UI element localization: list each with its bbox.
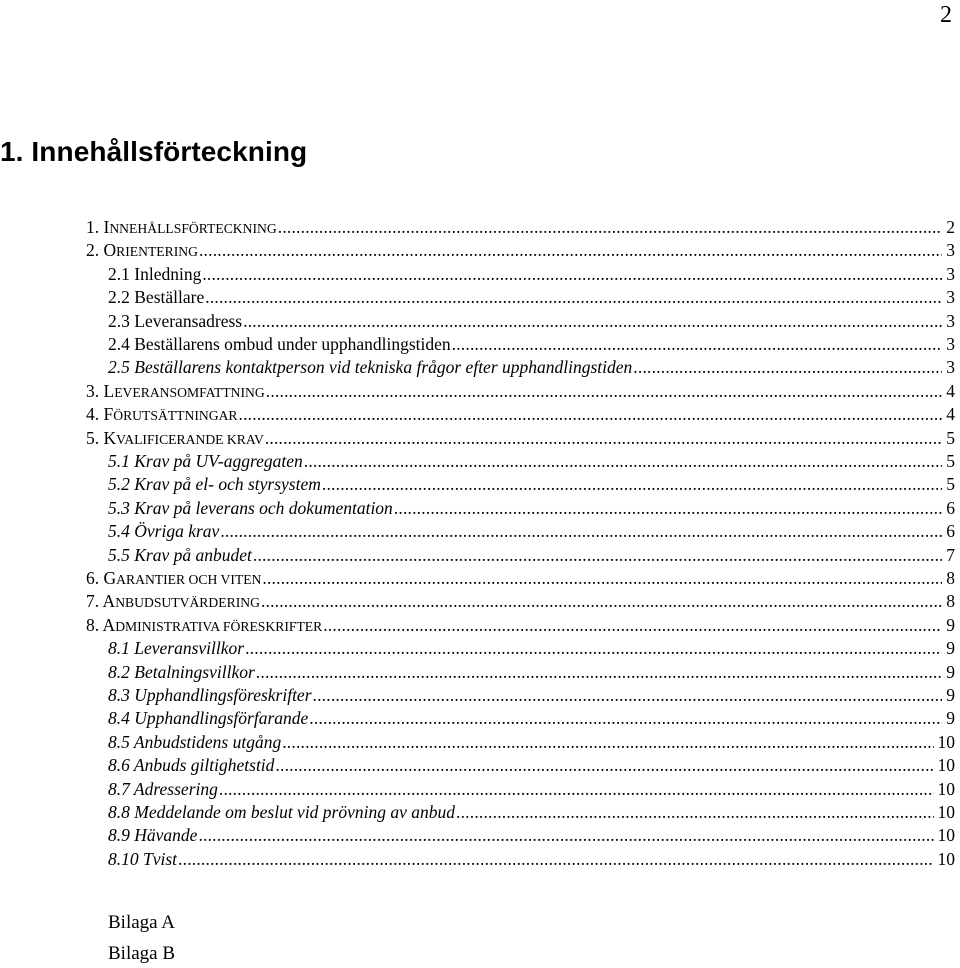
toc-entry-page: 4: [946, 380, 955, 401]
toc-entry-label: 2.1 Inledning: [108, 263, 202, 284]
toc-entry-page: 10: [937, 825, 955, 846]
toc-entry[interactable]: [108, 474, 955, 498]
toc-entry-label: [86, 591, 260, 612]
toc-entry-number: 1.: [86, 217, 100, 237]
toc-entry[interactable]: [86, 240, 955, 264]
toc-entry-page: 10: [937, 802, 955, 822]
toc-entry-page: 9: [946, 614, 955, 635]
toc-entry-label: 2.5 Beställarens kontaktperson vid tekniska frågor efter upphandlingstiden: [108, 357, 633, 378]
toc-entry-initial: L: [103, 380, 115, 401]
toc-entry-page: 3: [946, 240, 955, 261]
dot-leader: [265, 428, 942, 449]
dot-leader: [266, 381, 942, 402]
toc-entry-label: 8.2 Betalningsvillkor: [108, 661, 255, 682]
toc-entry-label: [86, 240, 198, 261]
toc-entry[interactable]: [108, 825, 955, 849]
dot-leader: [282, 732, 933, 753]
toc-entry-label: [86, 217, 277, 238]
dot-leader: [633, 357, 942, 378]
toc-entry-number: 6.: [86, 568, 100, 588]
toc-entry[interactable]: [108, 498, 955, 522]
toc-entry-page: 3: [946, 310, 955, 331]
dot-leader: [199, 240, 942, 261]
dot-leader: [256, 662, 942, 683]
toc-entry-label: 5.1 Krav på UV-aggregaten: [108, 451, 303, 471]
toc-entry-page: 9: [946, 685, 955, 705]
toc-entry-label: 8.3 Upphandlingsföreskrifter: [108, 685, 312, 705]
toc-entry[interactable]: [108, 521, 955, 545]
dot-leader: [219, 779, 934, 800]
toc-entry-label: 5.2 Krav på el- och styrsystem: [108, 474, 321, 495]
toc-entry[interactable]: [108, 755, 955, 779]
toc-entry-page: 8: [946, 568, 955, 588]
toc-entry[interactable]: [108, 662, 955, 686]
toc-entry-title: NNEHÅLLSFÖRTECKNING: [109, 221, 277, 236]
toc-entry-title: EVERANSOMFATTNING: [114, 384, 265, 400]
toc-entry-title: DMINISTRATIVA FÖRESKRIFTER: [115, 618, 323, 634]
toc-entry-page: 6: [946, 521, 955, 542]
toc-entry-label: [86, 428, 264, 449]
toc-entry-page: 3: [946, 334, 955, 354]
toc-entry[interactable]: [108, 685, 955, 709]
dot-leader: [245, 638, 942, 659]
toc-entry-label: 5.3 Krav på leverans och dokumentation: [108, 497, 393, 518]
toc-entry-page: 10: [937, 731, 955, 752]
toc-entry-initial: O: [103, 240, 117, 261]
toc-entry-title: ARANTIER OCH VITEN: [116, 572, 262, 587]
page-number: 2: [940, 2, 952, 28]
toc-entry-initial: I: [103, 217, 110, 237]
appendix-b-label: Bilaga B: [108, 943, 176, 964]
dot-leader: [253, 545, 942, 566]
toc-entry[interactable]: [108, 638, 955, 662]
toc-entry-number: 3.: [86, 380, 100, 401]
toc-entry-label: 2.2 Beställare: [108, 287, 205, 308]
toc-entry-number: 5.: [86, 427, 100, 448]
toc-entry-title: ÖRUTSÄTTNINGAR: [113, 408, 238, 424]
toc-entry-page: 6: [946, 497, 955, 518]
toc-entry-label: 8.8 Meddelande om beslut vid prövning av anbud: [108, 802, 456, 822]
toc-entry-page: 9: [946, 708, 955, 729]
dot-leader: [394, 498, 942, 519]
dot-leader: [323, 615, 942, 636]
toc-entry-number: 8.: [86, 614, 100, 635]
toc-entry-initial: G: [103, 568, 117, 588]
toc-entry-page: 3: [946, 357, 955, 378]
toc-entry[interactable]: [86, 217, 955, 241]
toc-entry-page: 5: [946, 474, 955, 495]
toc-entry-page: 3: [946, 287, 955, 308]
dot-leader: [205, 287, 942, 308]
toc-entry-page: 9: [946, 638, 955, 659]
toc-entry-number: 2.: [86, 240, 100, 261]
dot-leader: [202, 264, 942, 285]
toc-entry-label: 8.10 Tvist: [108, 848, 178, 869]
dot-leader: [275, 755, 933, 776]
toc-entry-number: 7.: [86, 591, 100, 612]
toc-entry[interactable]: [108, 849, 955, 873]
toc-entry[interactable]: [108, 264, 955, 288]
dot-leader: [243, 311, 942, 332]
toc-entry-label: [86, 381, 265, 402]
toc-entry-label: 2.3 Leveransadress: [108, 310, 243, 331]
toc-entry-label: 2.4 Beställarens ombud under upphandlingstiden: [108, 334, 451, 354]
toc-entry-number: 4.: [86, 404, 100, 425]
dot-leader: [198, 825, 933, 846]
toc-entry-initial: A: [102, 614, 116, 635]
toc-entry[interactable]: [86, 404, 955, 428]
dot-leader: [262, 568, 942, 589]
page-title: 1. Innehållsförteckning: [0, 136, 308, 167]
toc-entry[interactable]: [108, 708, 955, 732]
toc-entry-page: 5: [946, 427, 955, 448]
toc-entry-page: 9: [946, 661, 955, 682]
toc-entry-label: 5.5 Krav på anbudet: [108, 544, 252, 565]
toc-entry[interactable]: [86, 428, 955, 452]
dot-leader: [456, 802, 933, 823]
toc-entry-label: 8.1 Leveransvillkor: [108, 638, 245, 659]
toc-entry[interactable]: [108, 802, 955, 826]
dot-leader: [178, 849, 933, 870]
toc-entry-label: [86, 404, 238, 425]
toc-entry-page: 7: [946, 544, 955, 565]
dot-leader: [239, 404, 943, 425]
appendix-a-label: Bilaga A: [108, 912, 176, 933]
toc-entry[interactable]: [108, 311, 955, 335]
dot-leader: [278, 217, 943, 238]
dot-leader: [220, 521, 942, 542]
toc-entry[interactable]: [86, 381, 955, 405]
toc-entry-label: 8.7 Adressering: [108, 778, 218, 799]
toc-entry[interactable]: [86, 591, 955, 615]
toc-entry-page: 10: [937, 778, 955, 799]
toc-entry-title: NBUDSUTVÄRDERING: [115, 595, 260, 611]
toc-entry[interactable]: [108, 732, 955, 756]
toc-entry-page: 5: [946, 451, 955, 471]
toc-entry-page: 4: [946, 404, 955, 425]
dot-leader: [304, 451, 943, 472]
toc-entry[interactable]: [86, 615, 955, 639]
toc-entry-page: 10: [937, 755, 955, 776]
toc-entry-label: [86, 615, 322, 636]
toc-entry[interactable]: [108, 357, 955, 381]
toc-entry-label: 8.5 Anbudstidens utgång: [108, 731, 282, 752]
toc-entry-initial: F: [103, 404, 114, 425]
dot-leader: [322, 474, 942, 495]
toc-entry[interactable]: [108, 451, 955, 475]
toc-entry[interactable]: [108, 545, 955, 569]
toc-entry-label: 8.9 Hävande: [108, 825, 198, 846]
toc-entry-label: 8.6 Anbuds giltighetstid: [108, 755, 275, 776]
toc-entry-title: VALIFICERANDE KRAV: [116, 431, 264, 447]
toc-entry-label: 8.4 Upphandlingsförfarande: [108, 708, 309, 729]
toc-entry-label: [86, 568, 261, 589]
toc-entry-label: 5.4 Övriga krav: [108, 521, 220, 542]
toc-entry-page: 3: [946, 263, 955, 284]
toc-entry[interactable]: [86, 568, 955, 592]
toc-entry[interactable]: [108, 334, 955, 358]
toc-entry-page: 10: [937, 848, 955, 869]
toc-entry-initial: K: [103, 427, 117, 448]
dot-leader: [313, 685, 943, 706]
dot-leader: [309, 708, 942, 729]
toc-entry[interactable]: [108, 779, 955, 803]
dot-leader: [452, 334, 943, 355]
toc-entry-page: 2: [946, 217, 955, 237]
toc-entry[interactable]: [108, 287, 955, 311]
toc-entry-page: 8: [946, 591, 955, 612]
toc-entry-title: RIENTERING: [116, 244, 198, 260]
dot-leader: [261, 591, 942, 612]
toc-entry-initial: A: [102, 591, 116, 612]
